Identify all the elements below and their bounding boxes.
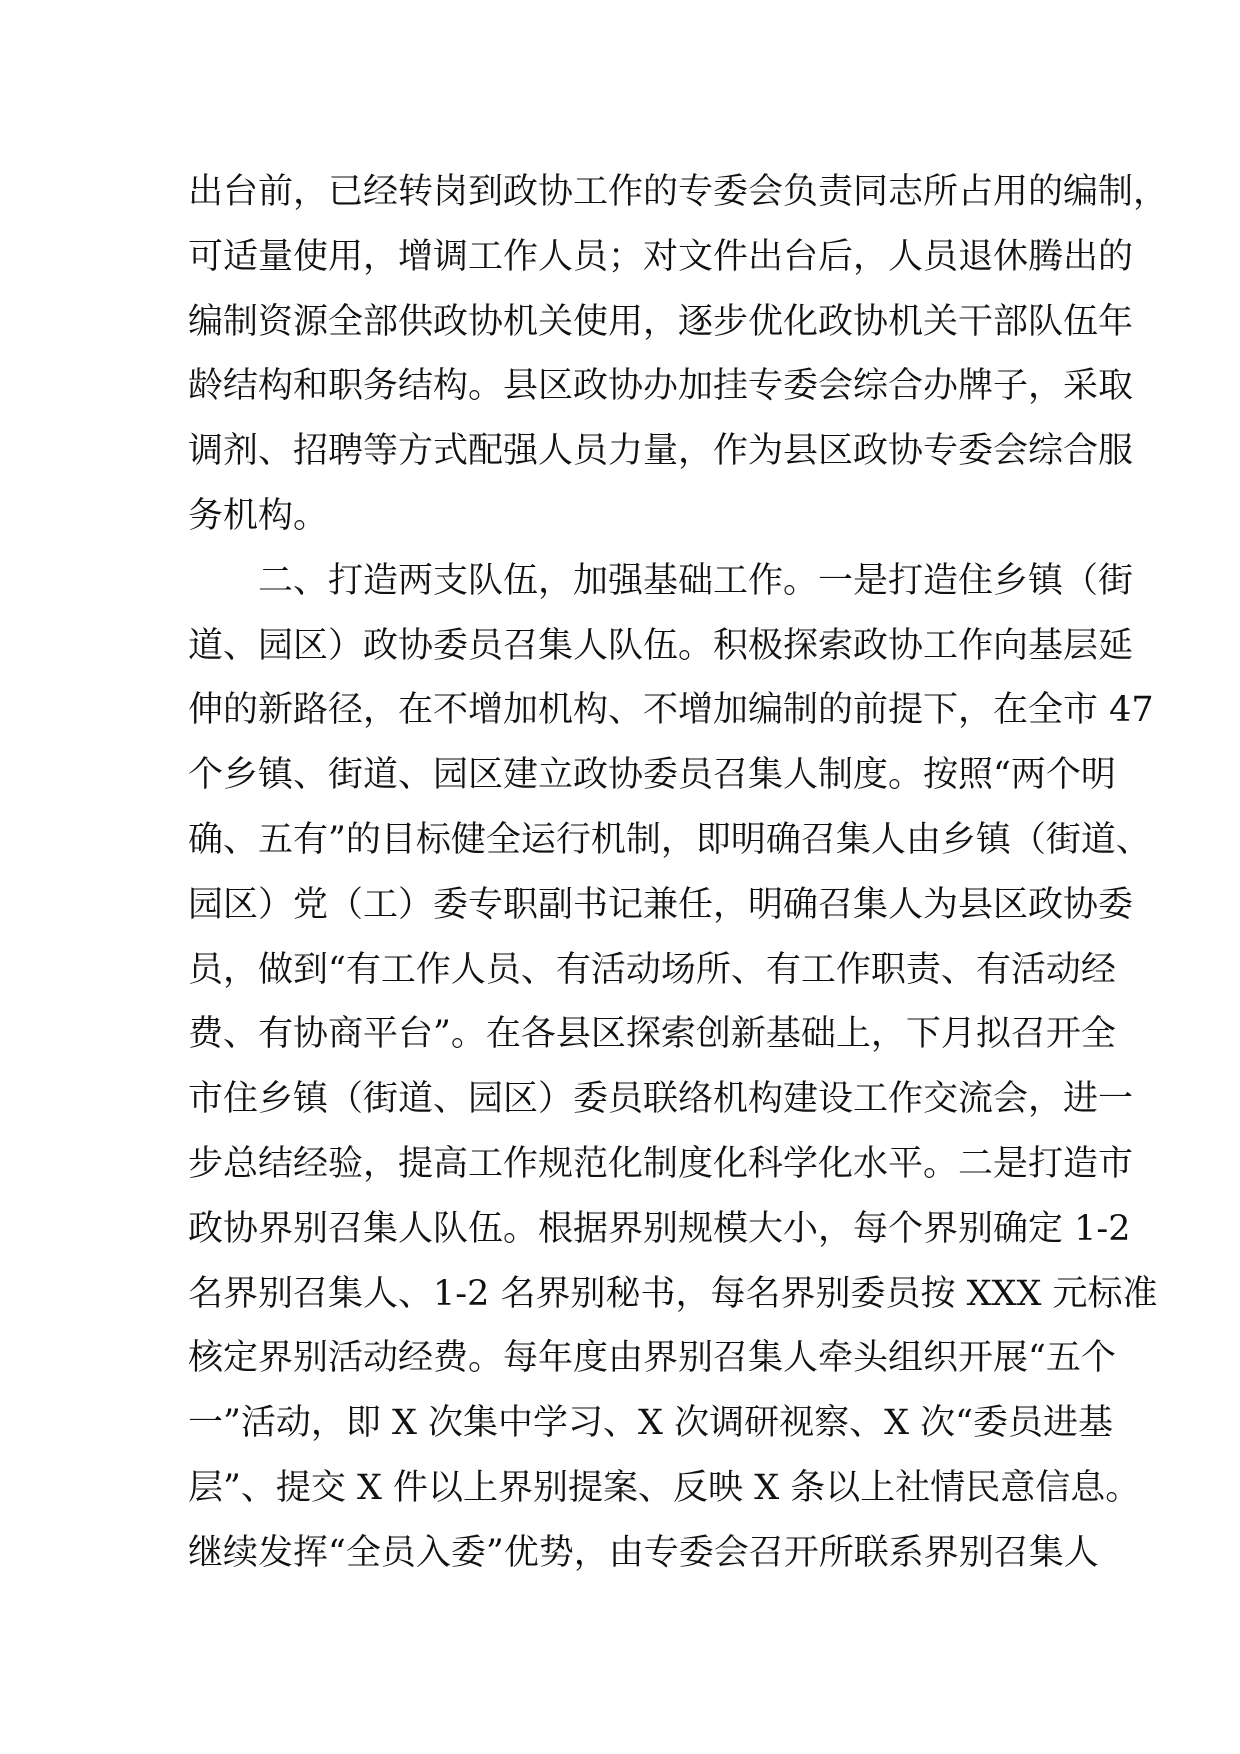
text-line: 个乡镇、街道、园区建立政协委员召集人制度。按照“两个明 bbox=[188, 755, 1116, 796]
text-line: 确、五有”的目标健全运行机制，即明确召集人由乡镇（街道、 bbox=[188, 819, 1151, 860]
text-line: 政协界别召集人队伍。根据界别规模大小，每个界别确定 1-2 bbox=[188, 1208, 1131, 1249]
text-line: 道、园区）政协委员召集人队伍。积极探索政协工作向基层延 bbox=[188, 625, 1134, 666]
text-line: 调剂、招聘等方式配强人员力量，作为县区政协专委会综合服 bbox=[188, 431, 1134, 472]
text-line: 层”、提交 X 件以上界别提案、反映 X 条以上社情民意信息。 bbox=[188, 1467, 1141, 1508]
text-line: 步总结经验，提高工作规范化制度化科学化水平。二是打造市 bbox=[188, 1143, 1134, 1184]
body-text bbox=[188, 160, 1169, 1586]
text-line: 龄结构和职务结构。县区政协办加挂专委会综合办牌子，采取 bbox=[188, 366, 1134, 407]
text-line: 可适量使用，增调工作人员；对文件出台后，人员退休腾出的 bbox=[188, 236, 1134, 277]
text-line: 市住乡镇（街道、园区）委员联络机构建设工作交流会，进一 bbox=[188, 1079, 1134, 1120]
text-line: 伸的新路径，在不增加机构、不增加编制的前提下，在全市 47 bbox=[188, 690, 1154, 731]
text-line: 费、有协商平台”。在各县区探索创新基础上，下月拟召开全 bbox=[188, 1014, 1116, 1055]
text-line: 名界别召集人、1-2 名界别秘书，每名界别委员按 XXX 元标准 bbox=[188, 1273, 1158, 1314]
paragraph-first-line: 二、打造两支队伍，加强基础工作。一是打造住乡镇（街 bbox=[258, 560, 1134, 601]
text-line: 务机构。 bbox=[188, 495, 329, 536]
text-line: 员，做到“有工作人员、有活动场所、有工作职责、有活动经 bbox=[188, 949, 1116, 990]
text-line: 继续发挥“全员入委”优势，由专委会召开所联系界别召集人 bbox=[188, 1532, 1099, 1573]
text-line: 园区）党（工）委专职副书记兼任，明确召集人为县区政协委 bbox=[188, 884, 1134, 925]
text-line: 出台前，已经转岗到政协工作的专委会负责同志所占用的编制， bbox=[188, 172, 1169, 212]
text-line: 一”活动，即 X 次集中学习、X 次调研视察、X 次“委员进基 bbox=[188, 1403, 1114, 1444]
text-line: 核定界别活动经费。每年度由界别召集人牵头组织开展“五个 bbox=[188, 1338, 1116, 1379]
text-line: 编制资源全部供政协机关使用，逐步优化政协机关干部队伍年 bbox=[188, 301, 1134, 342]
